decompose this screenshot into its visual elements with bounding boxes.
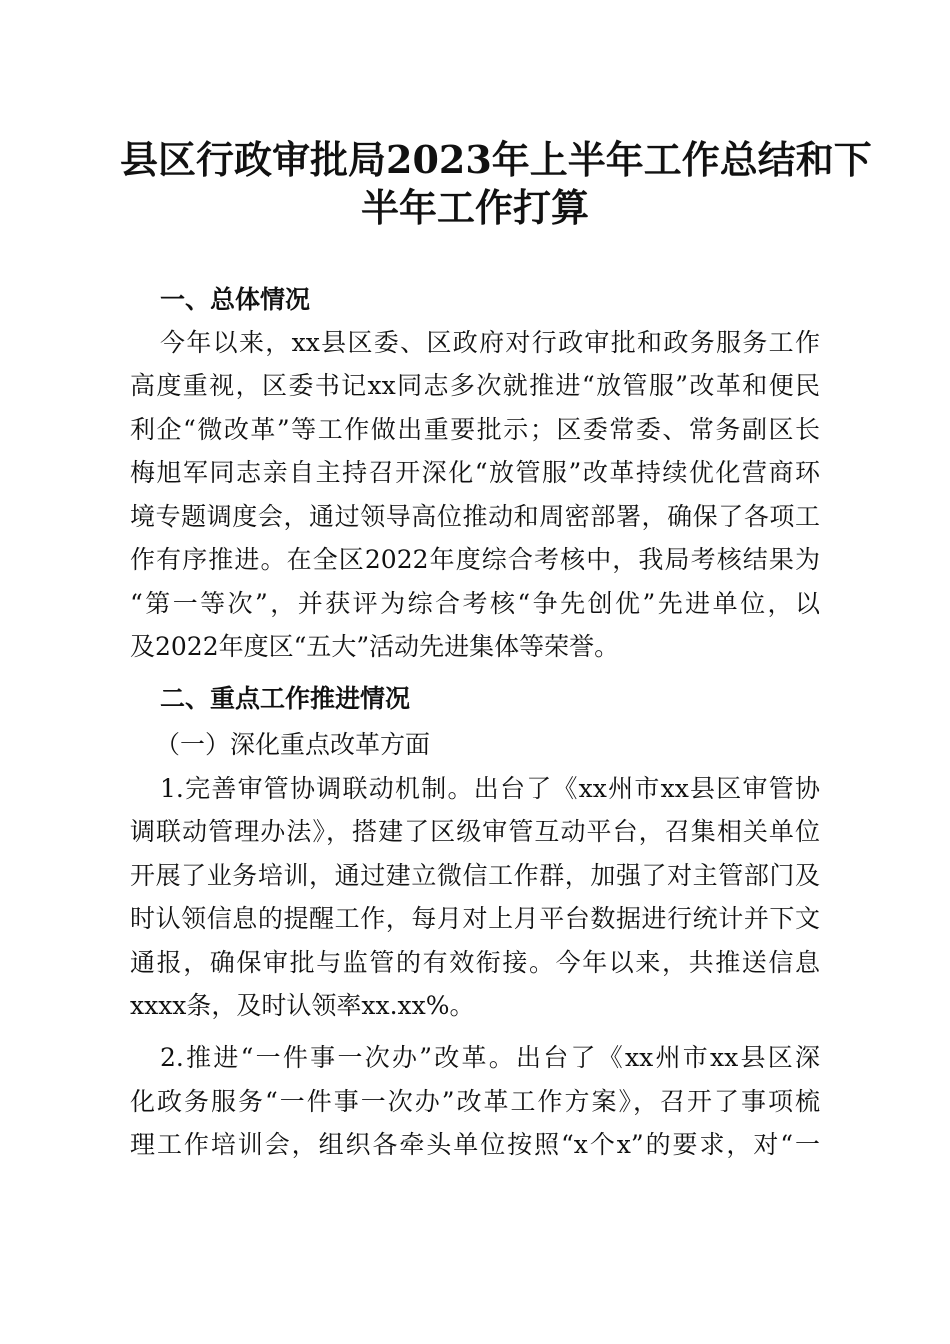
paragraph-line: 及2022年度区“五大”活动先进集体等荣誉。 [130,632,620,661]
paragraph-line: 理工作培训会，组织各牵头单位按照“x个x”的要求，对“一 [130,1130,820,1159]
paragraph-line: 境专题调度会，通过领导高位推动和周密部署，确保了各项工 [130,502,820,531]
paragraph-line: 1.完善审管协调联动机制。出台了《xx州市xx县区审管协 [160,774,820,803]
paragraph-line: 时认领信息的提醒工作，每月对上月平台数据进行统计并下文 [130,904,820,933]
paragraph-line: 作有序推进。在全区2022年度综合考核中，我局考核结果为 [130,545,820,574]
paragraph-line: 今年以来，xx县区委、区政府对行政审批和政务服务工作 [160,328,820,357]
paragraph-line: 通报，确保审批与监管的有效衔接。今年以来，共推送信息 [130,948,820,977]
paragraph-line: 化政务服务“一件事一次办”改革工作方案》，召开了事项梳 [130,1087,820,1116]
section-heading-overview: 一、总体情况 [160,285,311,314]
paragraph-line: 梅旭军同志亲自主持召开深化“放管服”改革持续优化营商环 [130,458,820,487]
paragraph-line: “第一等次”，并获评为综合考核“争先创优”先进单位，以 [130,589,820,618]
paragraph-line: 利企“微改革”等工作做出重要批示；区委常委、常务副区长 [130,415,820,444]
paragraph-line: 开展了业务培训，通过建立微信工作群，加强了对主管部门及 [130,861,820,890]
paragraph-line: 2.推进“一件事一次办”改革。出台了《xx州市xx县区深 [160,1043,820,1072]
subsection-heading-reform: （一）深化重点改革方面 [155,730,431,759]
section-heading-key-work: 二、重点工作推进情况 [160,684,411,713]
paragraph-line: 高度重视，区委书记xx同志多次就推进“放管服”改革和便民 [130,371,820,400]
paragraph-line: 调联动管理办法》，搭建了区级审管互动平台，召集相关单位 [130,817,820,846]
paragraph-line: xxxx条，及时认领率xx.xx%。 [130,991,475,1020]
document-title-line-2: 半年工作打算 [360,185,589,230]
document-title-line-1: 县区行政审批局2023年上半年工作总结和下 [120,137,872,182]
